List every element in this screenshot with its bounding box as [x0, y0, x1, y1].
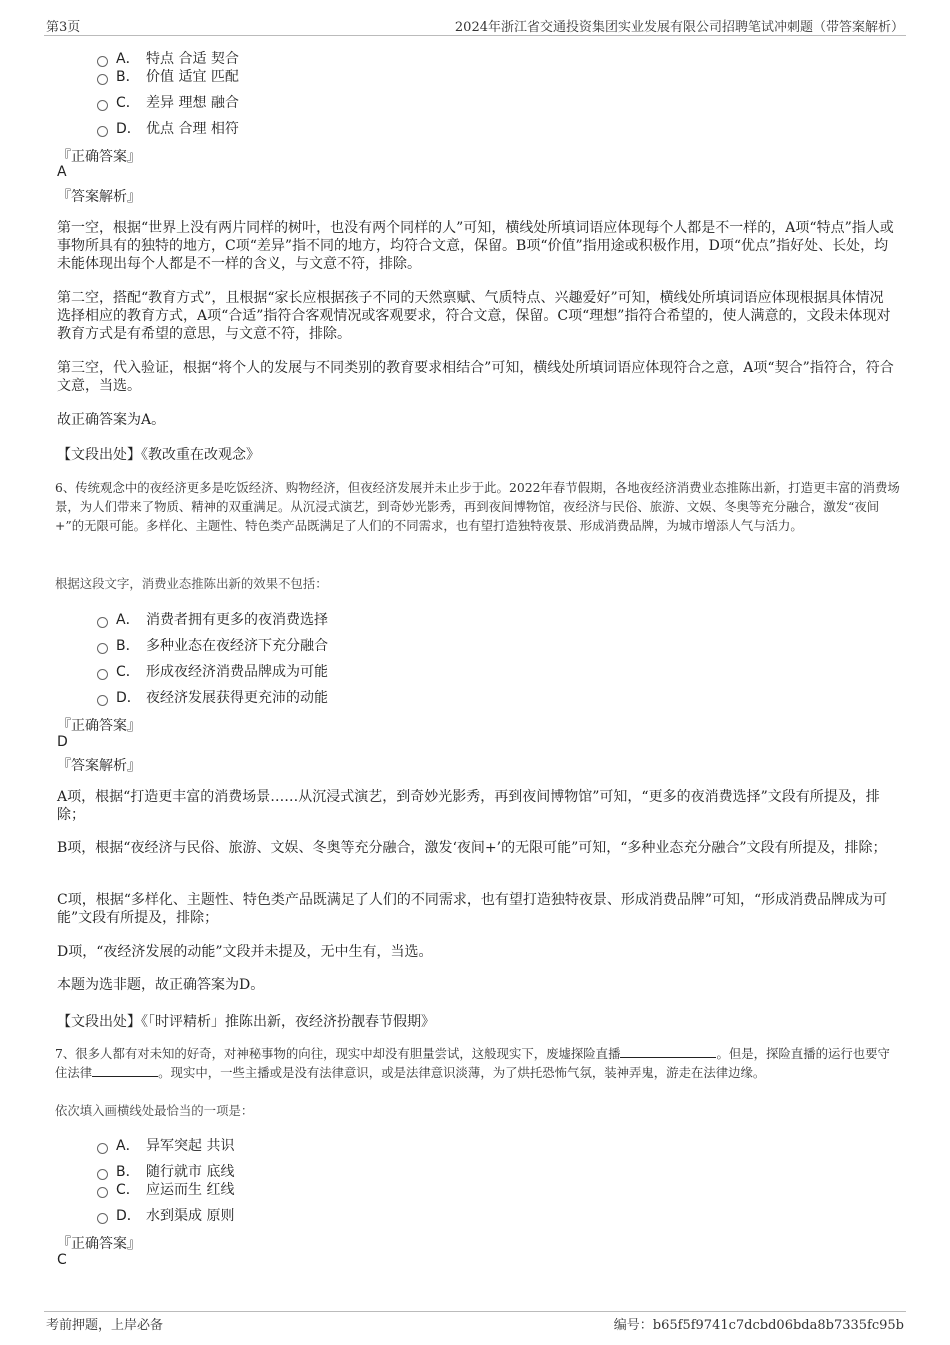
- q5-source: 【文段出处】《教改重在改观念》: [57, 447, 260, 463]
- radio-icon[interactable]: [97, 100, 108, 111]
- q7-passage: 7、很多人都有对未知的好奇，对神秘事物的向往，现实中却没有胆量尝试，这般现实下，废墟探险直播 。但是，探险直播的运行也要守住法律 。现实中，一些主播或是没有法律意识，或是法律意识淡薄，为了烘托恐怖气氛，装神弄鬼，游走在法律边缘。: [55, 1046, 890, 1080]
- q5-answer: A: [57, 164, 67, 180]
- radio-icon[interactable]: [97, 126, 108, 137]
- q7-option-c[interactable]: C． 应运而生 红线: [97, 1179, 234, 1199]
- q6-prompt: 根据这段文字，消费业态推陈出新的效果不包括：: [55, 576, 328, 591]
- q5-option-d[interactable]: D． 优点 合理 相符: [97, 118, 239, 138]
- q6-answer: D: [57, 734, 68, 750]
- q5-analysis-paragraph: 第三空，代入验证，根据“将个人的发展与不同类别的教育要求相结合”可知，横线处所填词语应体现符合之意，A项“契合”指符合，符合文意，当选。: [57, 360, 894, 394]
- q7-option-b[interactable]: B． 随行就市 底线: [97, 1161, 234, 1181]
- q5-answer-label: 『正确答案』: [57, 149, 141, 165]
- q6-analysis-paragraph: C项，根据“多样化、主题性、特色类产品既满足了人们的不同需求，也有望打造独特夜景、形成消费品牌”可知，“形成消费品牌成为可能”文段有所提及，排除；: [57, 892, 888, 926]
- document-id: 编号：b65f5f9741c7dcbd06bda8b7335fc95b: [613, 1318, 904, 1333]
- fill-blank: [620, 1046, 716, 1058]
- radio-icon[interactable]: [97, 669, 108, 680]
- radio-icon[interactable]: [97, 617, 108, 628]
- q5-option-a[interactable]: A． 特点 合适 契合: [97, 48, 239, 68]
- radio-icon[interactable]: [97, 74, 108, 85]
- q6-answer-label: 『正确答案』: [57, 718, 141, 734]
- q6-source: 【文段出处】《「时评精析」推陈出新，夜经济扮靓春节假期》: [57, 1014, 435, 1030]
- footer-slogan: 考前押题，上岸必备: [46, 1318, 164, 1333]
- q6-option-b[interactable]: B． 多种业态在夜经济下充分融合: [97, 635, 328, 655]
- q5-analysis-label: 『答案解析』: [57, 189, 141, 205]
- page-number: 第3页: [46, 20, 81, 35]
- q6-analysis-conclusion: 本题为选非题，故正确答案为D。: [57, 977, 265, 993]
- q5-analysis-paragraph: 第一空，根据“世界上没有两片同样的树叶，也没有两个同样的人”可知，横线处所填词语应体现每个人都是不一样的，A项“特点”指人或事物所具有的独特的地方，C项“差异”指不同的地方，均符合文意，保留。B项“价值”指用途或积极作用，D项“优点”指好处、长处，均未能体现出每个人都是不一样的含义，与文意不符，排除。: [57, 220, 894, 272]
- radio-icon[interactable]: [97, 695, 108, 706]
- q6-analysis-paragraph: D项，“夜经济发展的动能”文段并未提及，无中生有，当选。: [57, 944, 433, 960]
- q5-option-c[interactable]: C． 差异 理想 融合: [97, 92, 239, 112]
- q6-option-a[interactable]: A． 消费者拥有更多的夜消费选择: [97, 609, 328, 629]
- radio-icon[interactable]: [97, 1213, 108, 1224]
- q7-answer-label: 『正确答案』: [57, 1236, 141, 1252]
- q6-option-d[interactable]: D． 夜经济发展获得更充沛的动能: [97, 687, 328, 707]
- q5-analysis-paragraph: 第二空，搭配“教育方式”，且根据“家长应根据孩子不同的天然禀赋、气质特点、兴趣爱好”可知，横线处所填词语应体现根据具体情况选择相应的教育方式，A项“合适”指符合客观情况或客观要求，符合文意，保留。C项“理想”指符合希望的，使人满意的，文段未体现对教育方式是有希望的意思，与文意不符，排除。: [57, 290, 891, 342]
- q6-option-c[interactable]: C． 形成夜经济消费品牌成为可能: [97, 661, 328, 681]
- radio-icon[interactable]: [97, 1187, 108, 1198]
- header-divider: [44, 35, 906, 36]
- footer-divider: [44, 1311, 906, 1312]
- document-title: 2024年浙江省交通投资集团实业发展有限公司招聘笔试冲刺题（带答案解析）: [454, 20, 904, 35]
- q7-answer: C: [57, 1252, 67, 1268]
- q6-analysis-paragraph: B项，根据“夜经济与民俗、旅游、文娱、冬奥等充分融合，激发‘夜间+’的无限可能”可知，“多种业态充分融合”文段有所提及，排除；: [57, 840, 887, 856]
- q7-option-d[interactable]: D． 水到渠成 原则: [97, 1205, 234, 1225]
- q6-analysis-paragraph: A项，根据“打造更丰富的消费场景……从沉浸式演艺，到奇妙光影秀，再到夜间博物馆”可知，“更多的夜消费选择”文段有所提及，排除；: [57, 789, 880, 823]
- q5-option-b[interactable]: B． 价值 适宜 匹配: [97, 66, 239, 86]
- q7-option-a[interactable]: A． 异军突起 共识: [97, 1135, 234, 1155]
- q7-prompt: 依次填入画横线处最恰当的一项是：: [55, 1103, 254, 1118]
- q6-analysis-label: 『答案解析』: [57, 758, 141, 774]
- fill-blank: [92, 1065, 158, 1077]
- radio-icon[interactable]: [97, 643, 108, 654]
- q6-passage: 6、传统观念中的夜经济更多是吃饭经济、购物经济，但夜经济发展并未止步于此。2022年春节假期，各地夜经济消费业态推陈出新，打造更丰富的消费场景，为人们带来了物质、精神的双重满足。从沉浸式演艺，到奇妙光影秀，再到夜间博物馆，夜经济与民俗、旅游、文娱、冬奥等充分融合，激发“夜间+”的无限可能。多样化、主题性、特色类产品既满足了人们的不同需求，也有望打造独特夜景、形成消费品牌，为城市增添人气与活力。: [55, 480, 900, 533]
- radio-icon[interactable]: [97, 1143, 108, 1154]
- q5-analysis-conclusion: 故正确答案为A。: [57, 412, 166, 428]
